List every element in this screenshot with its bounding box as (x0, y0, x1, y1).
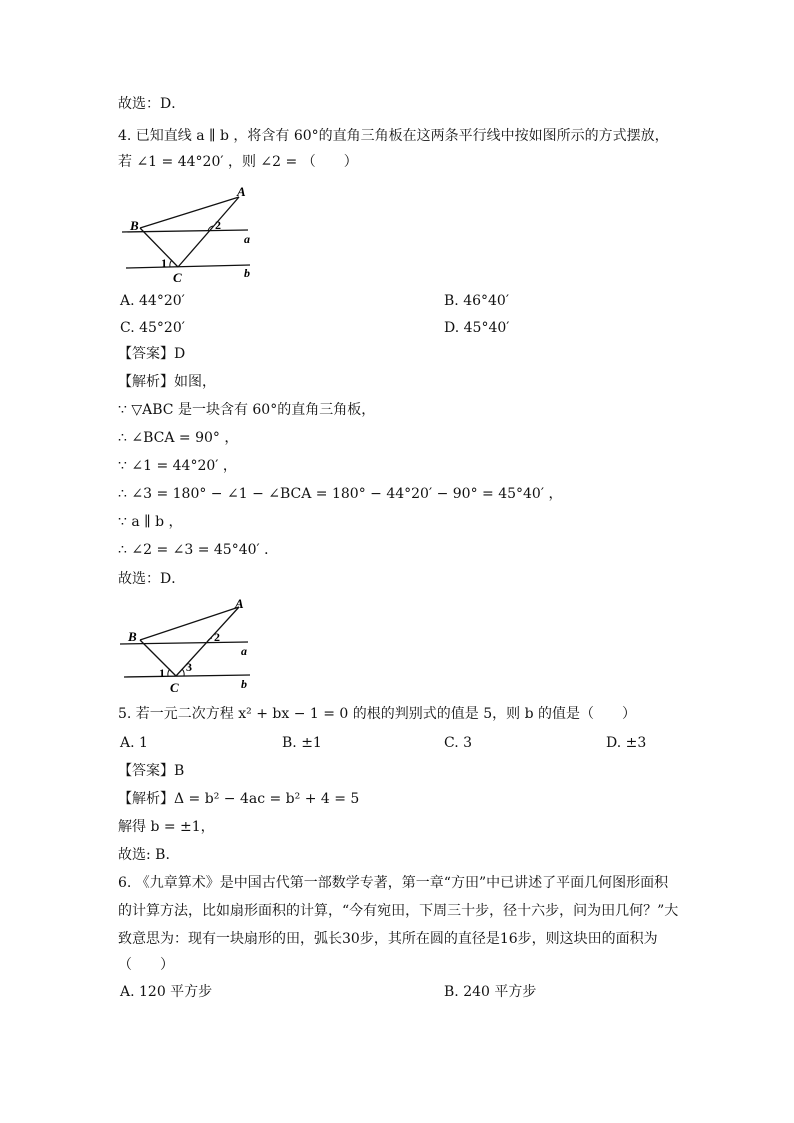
angle-1-arc (170, 260, 172, 267)
q5-analysis-2: 故选: B. (118, 847, 170, 863)
q4-analysis-3: ∵ ∠1 = 44°20′ ， (118, 458, 237, 474)
angle-1-arc (168, 669, 170, 676)
q5-answer: 【答案】B (118, 763, 185, 779)
label-angle-2: 2 (215, 218, 221, 232)
label-A: A (237, 184, 246, 199)
label-angle-2: 2 (214, 630, 220, 644)
q6-stem-line4: （ ） (118, 957, 174, 973)
q6-option-b: B. 240 平方步 (444, 984, 537, 1000)
q4-figure-2 (118, 597, 268, 697)
label-C: C (170, 680, 179, 695)
line-b (124, 675, 250, 677)
q4-stem-line2: 若 ∠1 = 44°20′ ，则 ∠2 = （ ） (118, 154, 358, 170)
label-C: C (173, 270, 182, 285)
q4-analysis-1: ∵ ▽ABC 是一块含有 60°的直角三角板， (118, 402, 376, 418)
label-angle-1: 1 (161, 256, 167, 270)
q5-analysis-0: 【解析】Δ = b² − 4ac = b² + 4 = 5 (118, 791, 360, 807)
line-a (120, 642, 248, 644)
q4-figure-1 (118, 183, 268, 288)
q4-stem-line1: 4. 已知直线 a ∥ b ，将含有 60°的直角三角板在这两条平行线中按如图所示的方式摆放， (118, 128, 669, 144)
label-b: b (241, 677, 247, 691)
q4-option-c: C. 45°20′ (120, 320, 185, 336)
q4-analysis-2: ∴ ∠BCA = 90° ， (118, 430, 239, 446)
label-angle-3: 3 (186, 660, 192, 674)
label-b: b (244, 266, 250, 280)
label-A: A (235, 597, 244, 611)
q4-analysis-5: ∵ a ∥ b ， (118, 514, 183, 530)
label-angle-1: 1 (159, 666, 165, 680)
q4-option-b: B. 46°40′ (444, 293, 509, 309)
q5-option-d: D. ±3 (606, 735, 647, 751)
q6-stem-line1: 6. 《九章算术》是中国古代第一部数学专著，第一章“方田”中已讲述了平面几何图形面积 (118, 875, 669, 891)
q3-conclusion: 故选：D． (118, 96, 186, 112)
q4-analysis-4: ∴ ∠3 = 180° − ∠1 − ∠BCA = 180° − 44°20′ − 90° = 45°40′ ， (118, 486, 563, 502)
side-ba (140, 197, 239, 228)
label-B: B (128, 629, 137, 644)
q4-analysis-0: 【解析】如图， (118, 374, 216, 390)
q5-stem: 5. 若一元二次方程 x² + bx − 1 = 0 的根的判别式的值是 5，则 b 的值是（ ） (118, 706, 636, 722)
q4-option-a: A. 44°20′ (120, 293, 185, 309)
side-bc (140, 228, 178, 267)
side-ca (178, 197, 239, 267)
q4-option-d: D. 45°40′ (444, 320, 510, 336)
side-bc (140, 640, 176, 676)
label-B: B (130, 218, 139, 233)
q6-stem-line3: 致意思为：现有一块扇形的田，弧长30步，其所在圆的直径是16步，则这块田的面积为 (118, 931, 658, 947)
label-a: a (244, 232, 250, 246)
q5-option-a: A. 1 (120, 735, 148, 751)
q6-stem-line2: 的计算方法，比如扇形面积的计算，“今有宛田，下周三十步，径十六步，问为田几何？”大 (118, 903, 679, 919)
q5-option-b: B. ±1 (282, 735, 322, 751)
q4-analysis-6: ∴ ∠2 = ∠3 = 45°40′ ． (118, 542, 279, 558)
angle-3-arc (182, 669, 184, 676)
q6-option-a: A. 120 平方步 (120, 984, 213, 1000)
q4-analysis-7: 故选：D． (118, 571, 186, 587)
line-b (126, 265, 250, 268)
label-a: a (241, 644, 247, 658)
line-a (122, 230, 248, 232)
q5-option-c: C. 3 (444, 735, 473, 751)
q4-answer: 【答案】D (118, 346, 186, 362)
q5-analysis-1: 解得 b = ±1， (118, 819, 215, 835)
